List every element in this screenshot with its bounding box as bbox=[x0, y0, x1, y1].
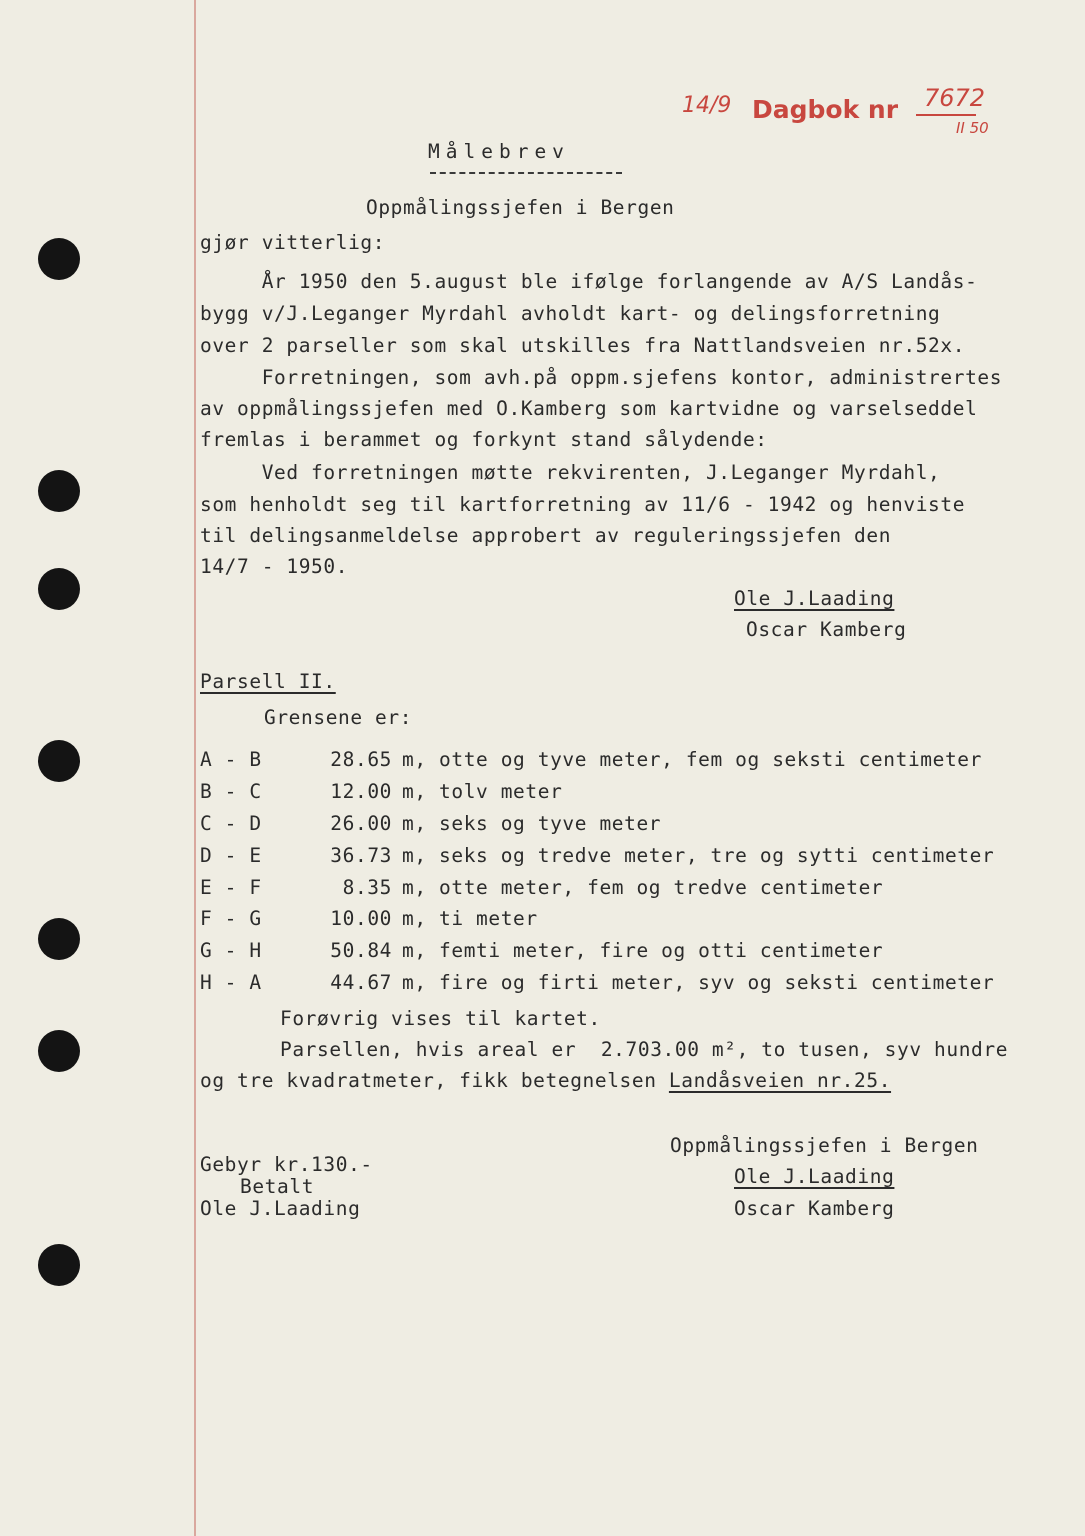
boundary-words: m, otte meter, fem og tredve centimeter bbox=[402, 876, 884, 899]
body-line: 14/7 - 1950. bbox=[200, 555, 349, 578]
punch-hole bbox=[38, 740, 80, 782]
boundary-code: G - H bbox=[200, 939, 262, 962]
closing-issuer: Oppmålingssjefen i Bergen bbox=[670, 1134, 979, 1157]
boundary-code: B - C bbox=[200, 780, 262, 803]
boundary-length: 28.65 bbox=[330, 748, 392, 771]
boundary-words: m, femti meter, fire og otti centimeter bbox=[402, 939, 884, 962]
boundary-code: E - F bbox=[200, 876, 262, 899]
boundary-code: C - D bbox=[200, 812, 262, 835]
fee-amount: Gebyr kr.130.- bbox=[200, 1153, 373, 1176]
punch-hole bbox=[38, 918, 80, 960]
fee-paid: Betalt bbox=[240, 1175, 315, 1198]
signature-kamberg: Oscar Kamberg bbox=[746, 618, 907, 641]
boundary-code: F - G bbox=[200, 907, 262, 930]
boundary-length: 12.00 bbox=[330, 780, 392, 803]
document-title: Målebrev bbox=[428, 140, 570, 163]
punch-hole bbox=[38, 470, 80, 512]
title-rule bbox=[430, 172, 622, 174]
dagbok-stamp bbox=[680, 84, 1020, 144]
boundary-code: D - E bbox=[200, 844, 262, 867]
boundary-words: m, seks og tredve meter, tre og sytti centimeter bbox=[402, 844, 995, 867]
fee-signature: Ole J.Laading bbox=[200, 1197, 361, 1220]
punch-hole bbox=[38, 238, 80, 280]
boundary-length: 36.73 bbox=[330, 844, 392, 867]
intro-line: gjør vitterlig: bbox=[200, 231, 386, 254]
boundary-code: H - A bbox=[200, 971, 262, 994]
body-line: over 2 parseller som skal utskilles fra Nattlandsveien nr.52x. bbox=[200, 334, 966, 357]
boundary-words: m, tolv meter bbox=[402, 780, 563, 803]
boundary-length: 10.00 bbox=[330, 907, 392, 930]
margin-line bbox=[194, 0, 196, 1536]
stamp-label: Dagbok nr bbox=[752, 95, 899, 124]
body-line: bygg v/J.Leganger Myrdahl avholdt kart- og delingsforretning bbox=[200, 302, 941, 325]
punch-hole bbox=[38, 568, 80, 610]
closing-signature-kamberg: Oscar Kamberg bbox=[734, 1197, 895, 1220]
stamp-date: 14/9 bbox=[682, 93, 732, 118]
punch-hole bbox=[38, 1244, 80, 1286]
name-line-prefix: og tre kvadratmeter, fikk betegnelsen bbox=[200, 1069, 669, 1092]
closing-signature-laading: Ole J.Laading bbox=[734, 1165, 895, 1188]
body-line: fremlas i berammet og forkynt stand sålydende: bbox=[200, 428, 768, 451]
body-line: av oppmålingssjefen med O.Kamberg som kartvidne og varselseddel bbox=[200, 397, 978, 420]
map-note: Forøvrig vises til kartet. bbox=[280, 1007, 601, 1030]
body-line: År 1950 den 5.august ble ifølge forlangende av A/S Landås- bbox=[200, 270, 978, 293]
boundary-code: A - B bbox=[200, 748, 262, 771]
boundary-length: 8.35 bbox=[342, 876, 392, 899]
boundary-words: m, seks og tyve meter bbox=[402, 812, 662, 835]
body-line: til delingsanmeldelse approbert av reguleringssjefen den bbox=[200, 524, 892, 547]
name-line bbox=[200, 1069, 891, 1093]
body-line: Ved forretningen møtte rekvirenten, J.Leganger Myrdahl, bbox=[200, 461, 941, 484]
parcel-heading: Parsell II. bbox=[200, 670, 336, 693]
punch-hole bbox=[38, 1030, 80, 1072]
stamp-sub: II 50 bbox=[956, 119, 989, 137]
body-line: som henholdt seg til kartforretning av 11/6 - 1942 og henviste bbox=[200, 493, 966, 516]
boundary-words: m, otte og tyve meter, fem og seksti centimeter bbox=[402, 748, 982, 771]
boundary-length: 26.00 bbox=[330, 812, 392, 835]
boundary-length: 50.84 bbox=[330, 939, 392, 962]
boundary-length: 44.67 bbox=[330, 971, 392, 994]
boundaries-label: Grensene er: bbox=[264, 706, 413, 729]
area-line: Parsellen, hvis areal er 2.703.00 m², to tusen, syv hundre bbox=[280, 1038, 1009, 1061]
signature-laading: Ole J.Laading bbox=[734, 587, 895, 610]
stamp-number: 7672 bbox=[924, 84, 986, 112]
parcel-name: Landåsveien nr.25. bbox=[668, 1069, 892, 1092]
issuer-heading: Oppmålingssjefen i Bergen bbox=[366, 196, 675, 219]
body-line: Forretningen, som avh.på oppm.sjefens kontor, administrertes bbox=[200, 366, 1003, 389]
boundary-words: m, ti meter bbox=[402, 907, 538, 930]
boundary-words: m, fire og firti meter, syv og seksti centimeter bbox=[402, 971, 995, 994]
